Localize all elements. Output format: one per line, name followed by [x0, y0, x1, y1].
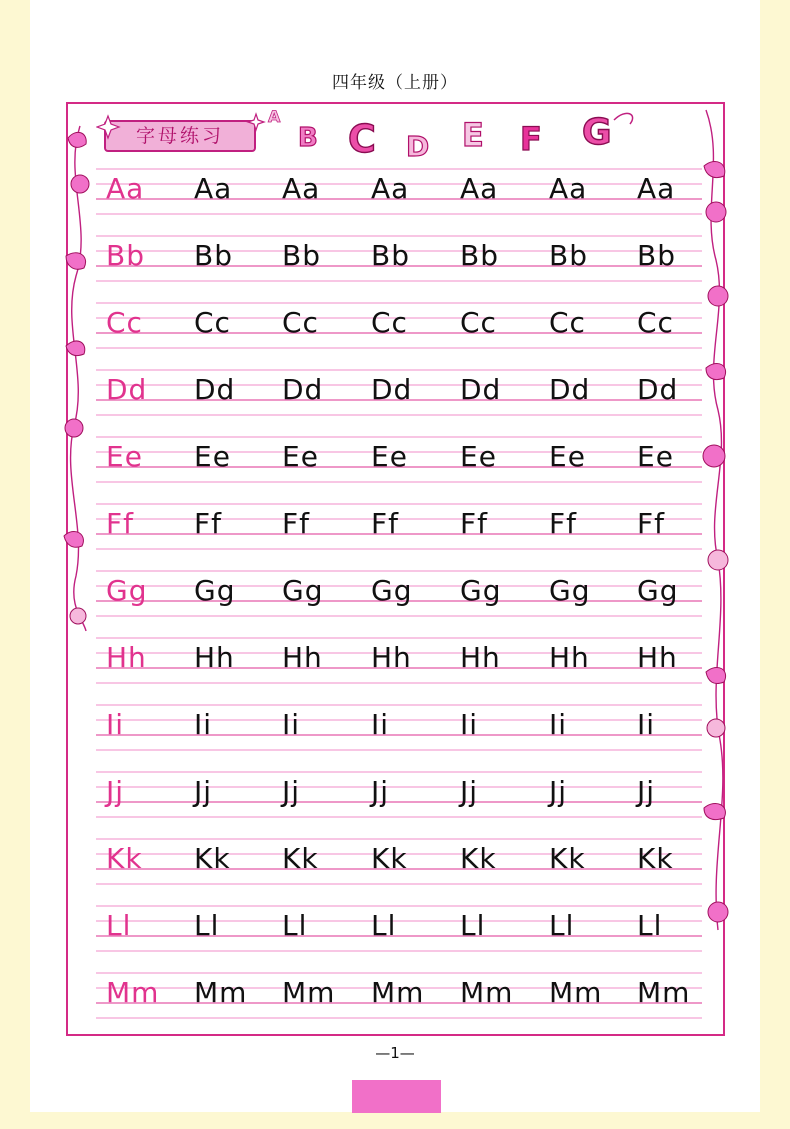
- practice-row: [96, 700, 702, 760]
- page-number: —1—: [375, 1044, 415, 1062]
- copy-letter-pair: Ee: [460, 440, 497, 473]
- svg-text:F: F: [520, 120, 542, 158]
- copy-letter-pair: Gg: [194, 574, 236, 607]
- copy-letter-pair: Bb: [637, 239, 676, 272]
- copy-letter-pair: Ll: [194, 909, 220, 942]
- model-letter-pair: Ii: [106, 708, 125, 741]
- model-letter-pair: Ll: [106, 909, 132, 942]
- practice-row: [96, 767, 702, 827]
- copy-letter-pair: Ff: [460, 507, 488, 540]
- copy-letter-pair: Jj: [460, 775, 479, 808]
- copy-letter-pair: Hh: [371, 641, 412, 674]
- practice-row: [96, 499, 702, 559]
- section-title-badge: 字母练习: [104, 120, 256, 152]
- copy-letter-pair: Ll: [371, 909, 397, 942]
- copy-letter-pair: Gg: [282, 574, 324, 607]
- copy-letter-pair: Cc: [637, 306, 674, 339]
- copy-letter-pair: Kk: [637, 842, 674, 875]
- model-letter-pair: Jj: [106, 775, 125, 808]
- copy-letter-pair: Jj: [637, 775, 656, 808]
- copy-letter-pair: Jj: [194, 775, 213, 808]
- copy-letter-pair: Kk: [194, 842, 231, 875]
- model-letter-pair: Cc: [106, 306, 143, 339]
- model-letter-pair: Kk: [106, 842, 143, 875]
- copy-letter-pair: Ll: [282, 909, 308, 942]
- copy-letter-pair: Dd: [282, 373, 324, 406]
- copy-letter-pair: Dd: [194, 373, 236, 406]
- page-title: 四年级（上册）: [332, 73, 458, 93]
- copy-letter-pair: Kk: [460, 842, 497, 875]
- copy-letter-pair: Gg: [371, 574, 413, 607]
- model-letter-pair: Ff: [106, 507, 134, 540]
- copy-letter-pair: Dd: [460, 373, 502, 406]
- copy-letter-pair: Dd: [637, 373, 679, 406]
- copy-letter-pair: Ff: [194, 507, 222, 540]
- copy-letter-pair: Aa: [371, 172, 410, 205]
- copy-letter-pair: Aa: [282, 172, 321, 205]
- copy-letter-pair: Jj: [549, 775, 568, 808]
- copy-letter-pair: Aa: [194, 172, 233, 205]
- practice-row: [96, 633, 702, 693]
- copy-letter-pair: Bb: [282, 239, 321, 272]
- copy-letter-pair: Ii: [549, 708, 568, 741]
- copy-letter-pair: Bb: [371, 239, 410, 272]
- copy-letter-pair: Bb: [194, 239, 233, 272]
- svg-text:C: C: [348, 117, 376, 161]
- copy-letter-pair: Kk: [282, 842, 319, 875]
- copy-letter-pair: Aa: [549, 172, 588, 205]
- copy-letter-pair: Cc: [282, 306, 319, 339]
- copy-letter-pair: Ii: [460, 708, 479, 741]
- copy-letter-pair: Ff: [549, 507, 577, 540]
- copy-letter-pair: Aa: [637, 172, 676, 205]
- copy-letter-pair: Mm: [194, 976, 248, 1009]
- copy-letter-pair: Ii: [371, 708, 390, 741]
- svg-text:E: E: [462, 116, 484, 154]
- copy-letter-pair: Hh: [194, 641, 235, 674]
- practice-row: [96, 834, 702, 894]
- copy-letter-pair: Cc: [194, 306, 231, 339]
- practice-row: [96, 365, 702, 425]
- model-letter-pair: Gg: [106, 574, 148, 607]
- practice-row: [96, 901, 702, 961]
- model-letter-pair: Dd: [106, 373, 148, 406]
- copy-letter-pair: Ee: [549, 440, 586, 473]
- copy-letter-pair: Ff: [282, 507, 310, 540]
- copy-letter-pair: Ll: [549, 909, 575, 942]
- copy-letter-pair: Ff: [637, 507, 665, 540]
- practice-row: [96, 566, 702, 626]
- page-tab: [352, 1080, 441, 1113]
- svg-text:A: A: [268, 107, 281, 126]
- copy-letter-pair: Ii: [194, 708, 213, 741]
- copy-letter-pair: Bb: [460, 239, 499, 272]
- model-letter-pair: Mm: [106, 976, 160, 1009]
- copy-letter-pair: Mm: [637, 976, 691, 1009]
- copy-letter-pair: Mm: [371, 976, 425, 1009]
- copy-letter-pair: Ff: [371, 507, 399, 540]
- copy-letter-pair: Ii: [637, 708, 656, 741]
- copy-letter-pair: Hh: [549, 641, 590, 674]
- copy-letter-pair: Gg: [460, 574, 502, 607]
- svg-text:B: B: [298, 123, 318, 153]
- copy-letter-pair: Mm: [460, 976, 514, 1009]
- copy-letter-pair: Jj: [282, 775, 301, 808]
- copy-letter-pair: Bb: [549, 239, 588, 272]
- copy-letter-pair: Gg: [549, 574, 591, 607]
- copy-letter-pair: Cc: [371, 306, 408, 339]
- copy-letter-pair: Kk: [371, 842, 408, 875]
- practice-row: [96, 968, 702, 1028]
- practice-row: [96, 164, 702, 224]
- copy-letter-pair: Mm: [549, 976, 603, 1009]
- copy-letter-pair: Kk: [549, 842, 586, 875]
- model-letter-pair: Aa: [106, 172, 145, 205]
- model-letter-pair: Ee: [106, 440, 143, 473]
- copy-letter-pair: Ee: [282, 440, 319, 473]
- copy-letter-pair: Mm: [282, 976, 336, 1009]
- practice-row: [96, 432, 702, 492]
- copy-letter-pair: Gg: [637, 574, 679, 607]
- copy-letter-pair: Cc: [460, 306, 497, 339]
- copy-letter-pair: Aa: [460, 172, 499, 205]
- model-letter-pair: Hh: [106, 641, 147, 674]
- copy-letter-pair: Jj: [371, 775, 390, 808]
- copy-letter-pair: Ee: [194, 440, 231, 473]
- svg-text:G: G: [582, 112, 612, 153]
- copy-letter-pair: Cc: [549, 306, 586, 339]
- model-letter-pair: Bb: [106, 239, 145, 272]
- copy-letter-pair: Ll: [637, 909, 663, 942]
- copy-letter-pair: Hh: [460, 641, 501, 674]
- practice-row: [96, 298, 702, 358]
- copy-letter-pair: Ee: [637, 440, 674, 473]
- copy-letter-pair: Ee: [371, 440, 408, 473]
- copy-letter-pair: Ii: [282, 708, 301, 741]
- copy-letter-pair: Hh: [282, 641, 323, 674]
- copy-letter-pair: Ll: [460, 909, 486, 942]
- copy-letter-pair: Dd: [371, 373, 413, 406]
- svg-text:D: D: [406, 130, 430, 163]
- copy-letter-pair: Dd: [549, 373, 591, 406]
- copy-letter-pair: Hh: [637, 641, 678, 674]
- practice-row: [96, 231, 702, 291]
